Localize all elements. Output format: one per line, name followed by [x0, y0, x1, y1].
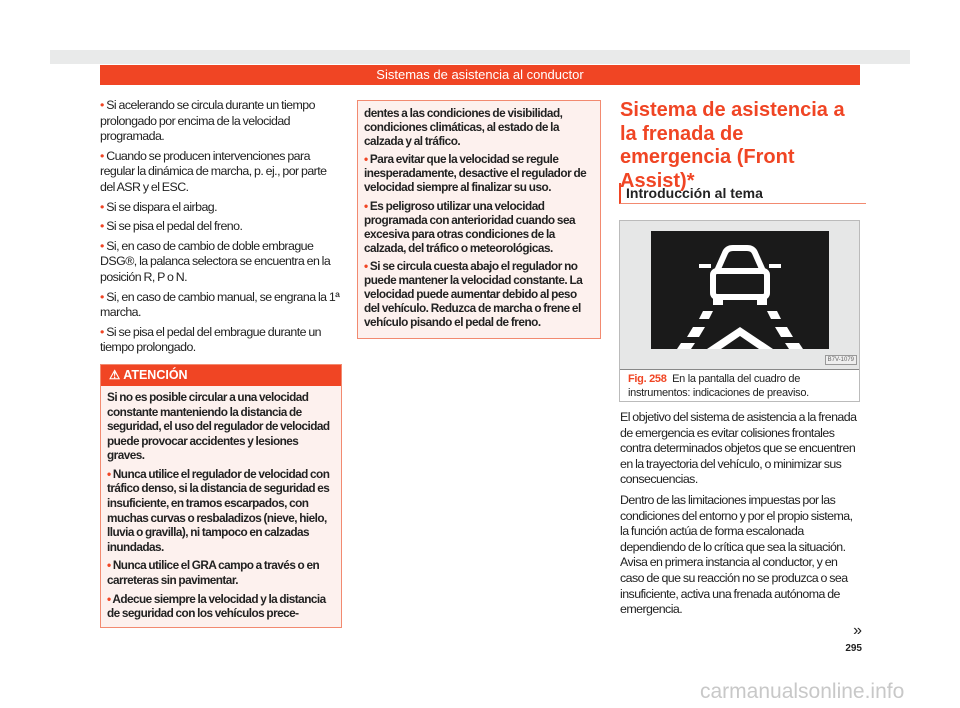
warning-box [100, 364, 342, 628]
front-assist-warning-icon [651, 231, 829, 349]
subsection-title: Introducción al tema [619, 183, 866, 204]
left-column-wrapper [100, 98, 342, 628]
list-item: • Cuando se producen intervenciones para regular la dinámica de marcha, p. ej., por parte del ASR y el ESC. [100, 148, 327, 194]
list-item: • Si, en caso de cambio manual, se engrana la 1ª marcha. [100, 289, 340, 320]
section-header: Sistemas de asistencia al conductor [100, 65, 860, 85]
figure-code: B7V-1079 [825, 355, 857, 365]
watermark: carmanualsonline.info [700, 680, 905, 703]
left-column [100, 98, 342, 356]
list-item: • Nunca utilice el regulador de velocidad con tráfico denso, si la distancia de seguridad es insuficiente, en tramos escarpados, con muchas curvas o resbaladizos (nieve, hielo, lluvia o gravilla), ni tampoco en calzadas inundadas. [107, 466, 330, 554]
paragraph: Dentro de las limitaciones impuestas por las condiciones del entorno y por el propio sistema, la función actúa de forma escalonada dependiendo de lo crítica que sea la situación. Avisa en primera instancia al conductor, y en caso de que su reacción no se produzca o sea insuficiente, activa una frenada autónoma de emergencia. [620, 492, 853, 617]
list-item: • Si se dispara el airbag. [100, 199, 218, 214]
list-item: • Si se circula cuesta abajo el regulador no puede mantener la velocidad constante. La velocidad puede aumentar debido al peso del vehículo. Reduzca de marcha o frene el vehículo pisando el pedal de freno. [364, 258, 583, 330]
list-item: • Para evitar que la velocidad se regule inesperadamente, desactive el regulador de velocidad siempre al finalizar su uso. [364, 152, 587, 195]
list-item: • Si, en caso de cambio de doble embrague DSG®, la palanca selectora se encuentra en la posición R, P o N. [100, 238, 331, 284]
warning-intro: Si no es posible circular a una velocidad constante manteniendo la distancia de seguridad, el uso del regulador de velocidad puede provocar accidentes y lesiones graves. [107, 389, 330, 463]
list-item: • Si se pisa el pedal del embrague durante un tiempo prolongado. [100, 324, 322, 355]
body-text [620, 410, 862, 655]
figure [619, 220, 860, 402]
warning-header: ⚠ ATENCIÓN [101, 365, 341, 386]
list-item: • Si se pisa el pedal del freno. [100, 219, 243, 234]
warning-continued-text: dentes a las condiciones de visibilidad, condiciones climáticas, al estado de la calzada y al tráfico. [364, 106, 563, 149]
section-title: Sistema de asistencia a la frenada de emergencia (Front Assist)* [620, 99, 845, 192]
continue-mark: » [853, 621, 862, 639]
figure-caption: Fig. 258 En la pantalla del cuadro de instrumentos: indicaciones de preaviso. [628, 373, 809, 399]
page-number: 295 [845, 642, 862, 654]
warning-box-continued [357, 100, 601, 339]
warning-triangle-icon: ⚠ [109, 367, 124, 382]
list-item: • Nunca utilice el GRA campo a través o en carreteras sin pavimentar. [107, 558, 320, 588]
paragraph: El objetivo del sistema de asistencia a la frenada de emergencia es evitar colisiones frontales contra determinados objetos que se encuentren en la trayectoria del vehículo, o minimizar sus consecuencias. [620, 410, 857, 487]
list-item: • Es peligroso utilizar una velocidad programada con anterioridad cuando sea excesiva para otras condiciones de la calzada, del tráfico o meteorológicas. [364, 198, 576, 255]
list-item: • Adecue siempre la velocidad y la distancia de seguridad con los vehículos prece- [107, 591, 326, 621]
list-item: • Si acelerando se circula durante un tiempo prolongado por encima de la velocidad programada. [100, 98, 315, 144]
